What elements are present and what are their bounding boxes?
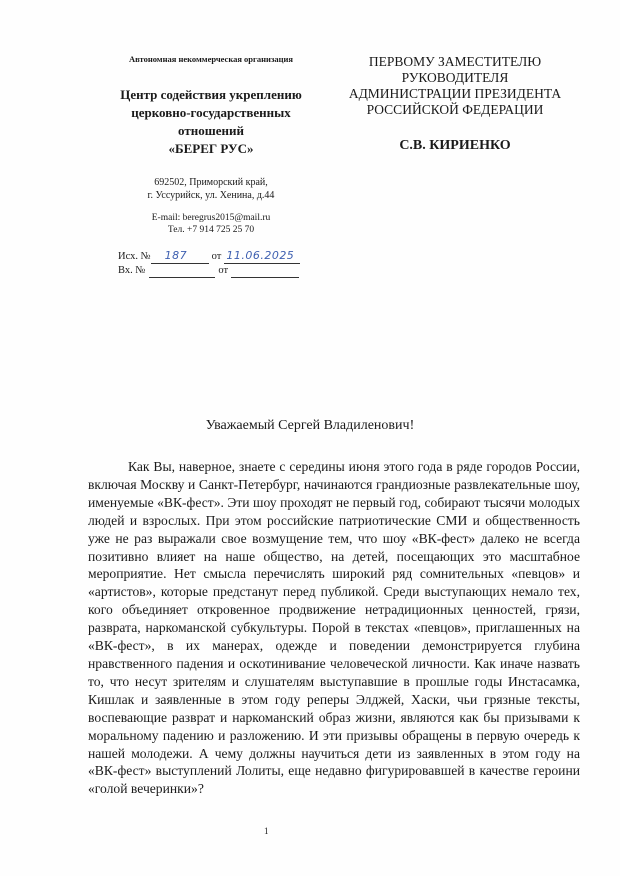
- incoming-row: [118, 264, 300, 278]
- incoming-date-field: [231, 266, 299, 278]
- page-mark: 1: [264, 826, 269, 836]
- outgoing-row: [118, 250, 300, 264]
- registration-block: [118, 250, 300, 278]
- org-name-line: Центр содействия укреплению: [120, 87, 302, 102]
- recipient-block: [330, 54, 580, 154]
- org-type: Автономная некоммерческая организация: [128, 54, 293, 64]
- org-phone: Тел. +7 914 725 25 70: [167, 225, 255, 235]
- sender-block: [96, 54, 326, 236]
- greeting: Уважаемый Сергей Владиленович!: [205, 418, 415, 433]
- org-contacts: [96, 212, 326, 236]
- org-address: [96, 176, 326, 202]
- outgoing-label: Исх. №: [118, 251, 151, 262]
- outgoing-date-field: [224, 249, 300, 264]
- recipient-title-line: АДМИНИСТРАЦИИ ПРЕЗИДЕНТА: [348, 86, 562, 101]
- org-name-line: «БЕРЕГ РУС»: [168, 141, 254, 156]
- address-line: г. Уссурийск, ул. Хенина, д.44: [147, 190, 275, 201]
- org-name-line: отношений: [178, 123, 244, 138]
- incoming-number-field: [149, 266, 215, 278]
- outgoing-number-field: [151, 249, 209, 264]
- body-paragraph: Как Вы, наверное, знаете с середины июня этого года в ряде городов России, включая Москву и Санкт-Петербург, начинаются грандиозные развлекательные шоу, именуемые «ВК-фест». Эти шоу проходят не первый год, собирают тысячи молодых людей и взрослых. При этом российские патриотические СМИ и общественность уже не раз выражали свое возмущение тем, что шоу «ВК-фест» далеко не всегда позитивно влияет на наше общество, на детей, посещающих это масштабное мероприятие. Нет смысла перечислять широкий ряд сомнительных «певцов» и «артистов», которые предстанут перед публикой. Среди выступающих немало тех, кого объединяет откровенное продвижение нетрадиционных ценностей, грязи, разврата, наркоманской субкультуры. Порой в текстах «певцов», приглашенных на «ВК-фест», в их манерах, одежде и поведении демонстрируется глубина нравственного падения и оскотинивание человеческой личности. Как иначе назвать то, что несут зрителям и слушателям выступавшие в прошлые годы Инстасамка, Кишлак и заявленные в этом году реперы Элджей, Хаски, чьи грязные тексты, воспевающие разврат и наркоманский образ жизни, являются как бы призывами к моральному падению и разложению. И эти призывы обращены в первую очередь к нашей молодежи. А чему должны научиться дети из заявленных в этом году на «ВК-фест» выступлений Лолиты, еще недавно фигурировавшей в качестве героини «голой вечеринки»?: [88, 459, 580, 797]
- org-name-line: церковно-государственных: [131, 105, 291, 120]
- recipient-title-line: ПЕРВОМУ ЗАМЕСТИТЕЛЮ: [368, 54, 542, 69]
- recipient-title-line: РОССИЙСКОЙ ФЕДЕРАЦИИ: [366, 102, 544, 117]
- outgoing-date: 11.06.2025: [226, 249, 295, 262]
- recipient-title-line: РУКОВОДИТЕЛЯ: [401, 70, 509, 85]
- outgoing-number: 187: [164, 249, 188, 262]
- org-email: E-mail: beregrus2015@mail.ru: [151, 213, 271, 223]
- address-line: 692502, Приморский край,: [154, 177, 268, 188]
- outgoing-date-label: от: [211, 251, 222, 262]
- incoming-label: Вх. №: [118, 265, 146, 276]
- org-name: [96, 86, 326, 158]
- recipient-name: С.В. КИРИЕНКО: [399, 138, 511, 153]
- incoming-date-label: от: [218, 265, 229, 276]
